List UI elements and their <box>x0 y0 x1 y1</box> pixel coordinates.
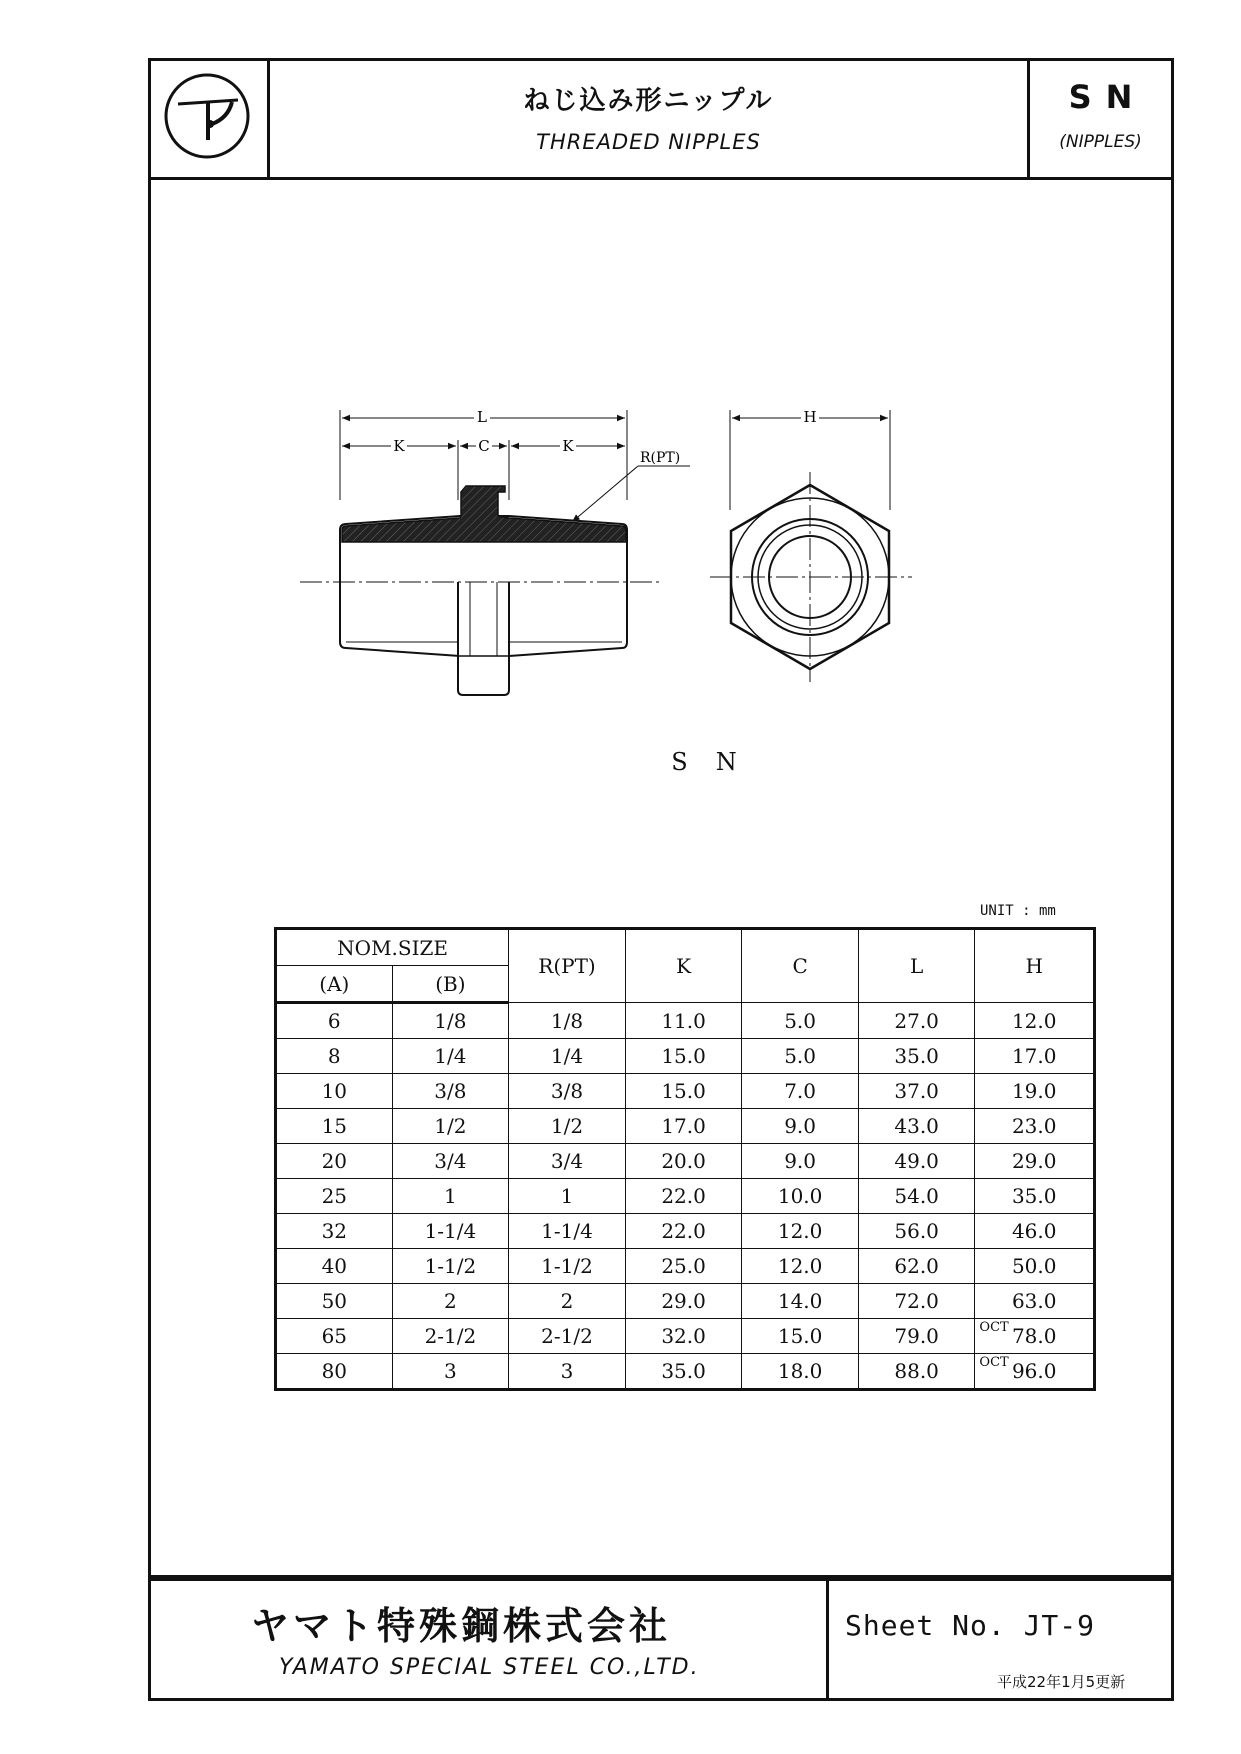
cell-k: 32.0 <box>625 1319 742 1354</box>
cell-r: 3/8 <box>509 1074 626 1109</box>
cell-h: 19.0 <box>975 1074 1095 1109</box>
code-cell <box>1030 58 1171 177</box>
header-a: (A) <box>276 966 393 1003</box>
dim-label-k-left: K <box>393 437 405 455</box>
table-row <box>276 1284 1095 1319</box>
cell-a: 25 <box>276 1179 393 1214</box>
company-logo <box>148 58 270 177</box>
cell-a: 8 <box>276 1039 393 1074</box>
cell-k: 25.0 <box>625 1249 742 1284</box>
cell-h: 23.0 <box>975 1109 1095 1144</box>
cell-h: 35.0 <box>975 1179 1095 1214</box>
table-row <box>276 1214 1095 1249</box>
cell-l: 56.0 <box>858 1214 975 1249</box>
cell-c: 12.0 <box>742 1249 859 1284</box>
company-name-japanese: ヤマト特殊鋼株式会社 <box>251 1604 672 1648</box>
cell-k: 20.0 <box>625 1144 742 1179</box>
sheet-number: Sheet No. JT-9 <box>845 1609 1096 1642</box>
table-row <box>276 1003 1095 1039</box>
logo-icon <box>148 58 267 177</box>
cell-a: 65 <box>276 1319 393 1354</box>
header-b: (B) <box>392 966 509 1003</box>
cell-b: 2-1/2 <box>392 1319 509 1354</box>
header-r-pt: R(PT) <box>509 929 626 1003</box>
header-k: K <box>625 929 742 1003</box>
cell-c: 10.0 <box>742 1179 859 1214</box>
dim-label-h: H <box>803 408 817 426</box>
table-row <box>276 1144 1095 1179</box>
title-japanese: ねじ込み形ニップル <box>523 86 774 116</box>
table-body <box>276 1003 1095 1390</box>
header-h: H <box>975 929 1095 1003</box>
cell-h: 96.0 <box>1011 1359 1057 1383</box>
cell-r: 1-1/4 <box>509 1214 626 1249</box>
title-english: THREADED NIPPLES <box>536 130 761 154</box>
cell-l: 37.0 <box>858 1074 975 1109</box>
cell-h: 63.0 <box>975 1284 1095 1319</box>
model-label: SN <box>671 748 765 776</box>
cell-b: 1/8 <box>392 1003 509 1039</box>
cell-k: 15.0 <box>625 1039 742 1074</box>
company-cell <box>151 1581 829 1698</box>
cell-l: 35.0 <box>858 1039 975 1074</box>
footer-block <box>148 1578 1174 1701</box>
cell-a: 20 <box>276 1144 393 1179</box>
cell-r: 2-1/2 <box>509 1319 626 1354</box>
cell-l: 49.0 <box>858 1144 975 1179</box>
cell-h-oct <box>975 1354 1095 1390</box>
cell-c: 5.0 <box>742 1039 859 1074</box>
cell-a: 32 <box>276 1214 393 1249</box>
cell-r: 3 <box>509 1354 626 1390</box>
table-row <box>276 1109 1095 1144</box>
cell-k: 22.0 <box>625 1179 742 1214</box>
cell-a: 10 <box>276 1074 393 1109</box>
oct-mark: OCT <box>979 1320 1009 1335</box>
cell-b: 1/4 <box>392 1039 509 1074</box>
cell-r: 1/8 <box>509 1003 626 1039</box>
company-name-english: YAMATO SPECIAL STEEL CO.,LTD. <box>279 1655 700 1680</box>
cell-c: 14.0 <box>742 1284 859 1319</box>
product-code-subtitle: (NIPPLES) <box>1059 132 1142 152</box>
end-view <box>710 408 912 682</box>
cell-l: 88.0 <box>858 1354 975 1390</box>
cell-h: 29.0 <box>975 1144 1095 1179</box>
cell-h: 17.0 <box>975 1039 1095 1074</box>
cell-k: 35.0 <box>625 1354 742 1390</box>
cell-r: 1/2 <box>509 1109 626 1144</box>
cell-a: 50 <box>276 1284 393 1319</box>
cell-r: 1 <box>509 1179 626 1214</box>
title-cell <box>270 58 1030 177</box>
cell-a: 40 <box>276 1249 393 1284</box>
cell-l: 62.0 <box>858 1249 975 1284</box>
cell-l: 43.0 <box>858 1109 975 1144</box>
cell-h: 12.0 <box>975 1003 1095 1039</box>
dim-label-k-right: K <box>562 437 574 455</box>
cell-b: 1/2 <box>392 1109 509 1144</box>
cell-c: 9.0 <box>742 1144 859 1179</box>
table-row <box>276 1179 1095 1214</box>
header-nom-size: NOM.SIZE <box>276 929 509 966</box>
cell-r: 1-1/2 <box>509 1249 626 1284</box>
cell-l: 72.0 <box>858 1284 975 1319</box>
cell-k: 11.0 <box>625 1003 742 1039</box>
cell-l: 79.0 <box>858 1319 975 1354</box>
cell-c: 12.0 <box>742 1214 859 1249</box>
cell-l: 27.0 <box>858 1003 975 1039</box>
cell-k: 22.0 <box>625 1214 742 1249</box>
cell-b: 1-1/4 <box>392 1214 509 1249</box>
cell-l: 54.0 <box>858 1179 975 1214</box>
cell-h: 46.0 <box>975 1214 1095 1249</box>
cell-h: 78.0 <box>1011 1324 1057 1348</box>
cell-c: 9.0 <box>742 1109 859 1144</box>
cell-r: 2 <box>509 1284 626 1319</box>
cell-k: 29.0 <box>625 1284 742 1319</box>
table-row <box>276 1039 1095 1074</box>
table-row <box>276 1249 1095 1284</box>
technical-drawing <box>300 390 1040 720</box>
cell-a: 80 <box>276 1354 393 1390</box>
dimension-table <box>274 927 1096 1391</box>
header-c: C <box>742 929 859 1003</box>
cell-b: 3 <box>392 1354 509 1390</box>
table-row <box>276 1074 1095 1109</box>
cell-k: 17.0 <box>625 1109 742 1144</box>
unit-label: UNIT : mm <box>980 903 1056 919</box>
cell-h-oct <box>975 1319 1095 1354</box>
cell-h: 50.0 <box>975 1249 1095 1284</box>
cell-b: 1 <box>392 1179 509 1214</box>
cell-r: 1/4 <box>509 1039 626 1074</box>
title-block <box>148 58 1174 180</box>
header-l: L <box>858 929 975 1003</box>
cell-c: 18.0 <box>742 1354 859 1390</box>
revision-date: 平成22年1月5更新 <box>997 1673 1126 1691</box>
cell-a: 15 <box>276 1109 393 1144</box>
cell-b: 3/8 <box>392 1074 509 1109</box>
cell-b: 1-1/2 <box>392 1249 509 1284</box>
product-code: SN <box>1068 78 1147 116</box>
dim-label-c: C <box>478 437 490 455</box>
cell-c: 15.0 <box>742 1319 859 1354</box>
cell-b: 3/4 <box>392 1144 509 1179</box>
cell-c: 7.0 <box>742 1074 859 1109</box>
cell-k: 15.0 <box>625 1074 742 1109</box>
oct-mark: OCT <box>979 1355 1009 1370</box>
cell-c: 5.0 <box>742 1003 859 1039</box>
cell-b: 2 <box>392 1284 509 1319</box>
side-view <box>300 408 690 695</box>
dim-label-l: L <box>477 408 487 426</box>
cell-a: 6 <box>276 1003 393 1039</box>
cell-r: 3/4 <box>509 1144 626 1179</box>
table-row <box>276 1319 1095 1354</box>
table-row <box>276 1354 1095 1390</box>
dim-label-r-pt: R(PT) <box>640 450 681 466</box>
